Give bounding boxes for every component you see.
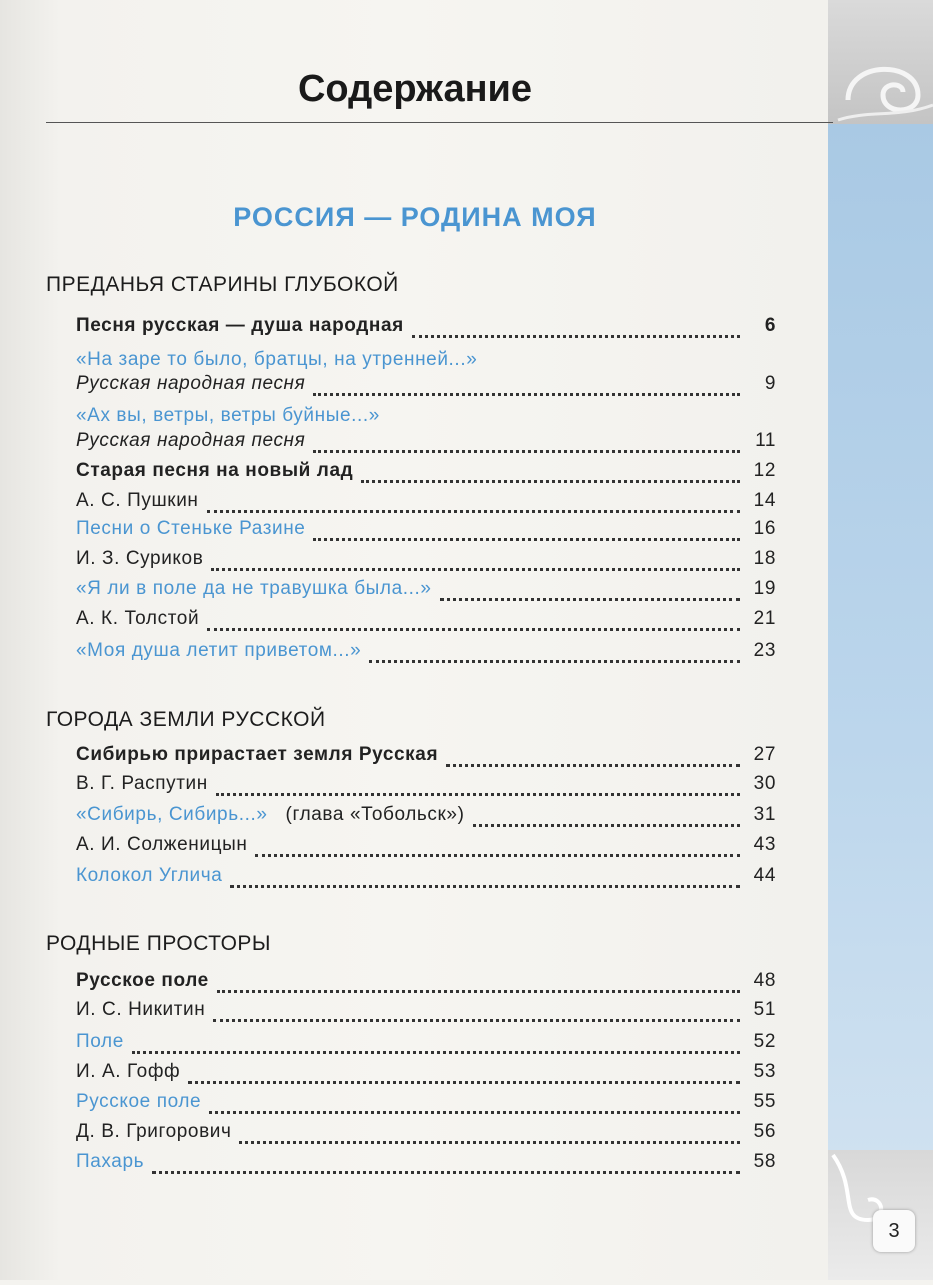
toc-entry[interactable]: «Сибирь, Сибирь...» (глава «Тобольск») 31: [76, 804, 776, 825]
leader-dots: [230, 885, 740, 888]
toc-entry[interactable]: Русское поле 48: [76, 970, 776, 991]
leader-dots: [213, 1019, 740, 1022]
leader-dots: [152, 1171, 740, 1174]
toc-entry[interactable]: Русская народная песня 9: [76, 373, 776, 394]
leader-dots: [440, 598, 740, 601]
swirl-ornament-icon: [828, 0, 933, 124]
leader-dots: [412, 335, 740, 338]
toc-entry[interactable]: Пахарь 58: [76, 1151, 776, 1172]
leader-dots: [313, 538, 740, 541]
toc-entry[interactable]: Д. В. Григорович 56: [76, 1121, 776, 1142]
leader-dots: [217, 990, 740, 993]
leader-dots: [216, 793, 740, 796]
leader-dots: [473, 824, 740, 827]
leader-dots: [313, 393, 740, 396]
leader-dots: [211, 568, 740, 571]
toc-entry[interactable]: А. К. Толстой 21: [76, 608, 776, 629]
toc-entry[interactable]: Русское поле 55: [76, 1091, 776, 1112]
toc-entry[interactable]: Песня русская — душа народная 6: [76, 315, 776, 336]
toc-entry[interactable]: Колокол Углича 44: [76, 865, 776, 886]
toc-entry[interactable]: Сибирью прирастает земля Русская 27: [76, 744, 776, 765]
section-heading: ГОРОДА ЗЕМЛИ РУССКОЙ: [46, 708, 326, 731]
section-heading: ПРЕДАНЬЯ СТАРИНЫ ГЛУБОКОЙ: [46, 273, 399, 296]
page-number: 3: [873, 1210, 915, 1252]
leader-dots: [446, 764, 740, 767]
ornament-corner: [828, 0, 933, 124]
leader-dots: [255, 854, 740, 857]
toc-entry-title[interactable]: «На заре то было, братцы, на утренней...»: [76, 349, 478, 370]
leader-dots: [361, 480, 740, 483]
toc-entry[interactable]: Поле 52: [76, 1031, 776, 1052]
leader-dots: [132, 1051, 740, 1054]
leader-dots: [313, 450, 740, 453]
toc-entry[interactable]: «Моя душа летит приветом...» 23: [76, 640, 776, 661]
toc-entry[interactable]: А. С. Пушкин 14: [76, 490, 776, 511]
page-title: Содержание: [297, 68, 533, 110]
part-title: РОССИЯ — РОДИНА МОЯ: [233, 202, 597, 232]
side-color-strip: [828, 124, 933, 1154]
toc-entry[interactable]: И. З. Суриков 18: [76, 548, 776, 569]
toc-entry[interactable]: И. А. Гофф 53: [76, 1061, 776, 1082]
leader-dots: [188, 1081, 740, 1084]
leader-dots: [239, 1141, 740, 1144]
toc-entry[interactable]: Русская народная песня 11: [76, 430, 776, 451]
toc-entry[interactable]: «Я ли в поле да не травушка была...» 19: [76, 578, 776, 599]
toc-entry[interactable]: В. Г. Распутин 30: [76, 773, 776, 794]
toc-entry[interactable]: Старая песня на новый лад 12: [76, 460, 776, 481]
toc-entry-title[interactable]: «Ах вы, ветры, ветры буйные...»: [76, 405, 380, 426]
section-heading: РОДНЫЕ ПРОСТОРЫ: [46, 932, 271, 955]
title-divider: [46, 122, 833, 123]
toc-entry[interactable]: А. И. Солженицын 43: [76, 834, 776, 855]
leader-dots: [207, 628, 740, 631]
leader-dots: [209, 1111, 740, 1114]
toc-entry[interactable]: И. С. Никитин 51: [76, 999, 776, 1020]
leader-dots: [369, 660, 740, 663]
leader-dots: [207, 510, 740, 513]
toc-entry[interactable]: Песни о Стеньке Разине 16: [76, 518, 776, 539]
